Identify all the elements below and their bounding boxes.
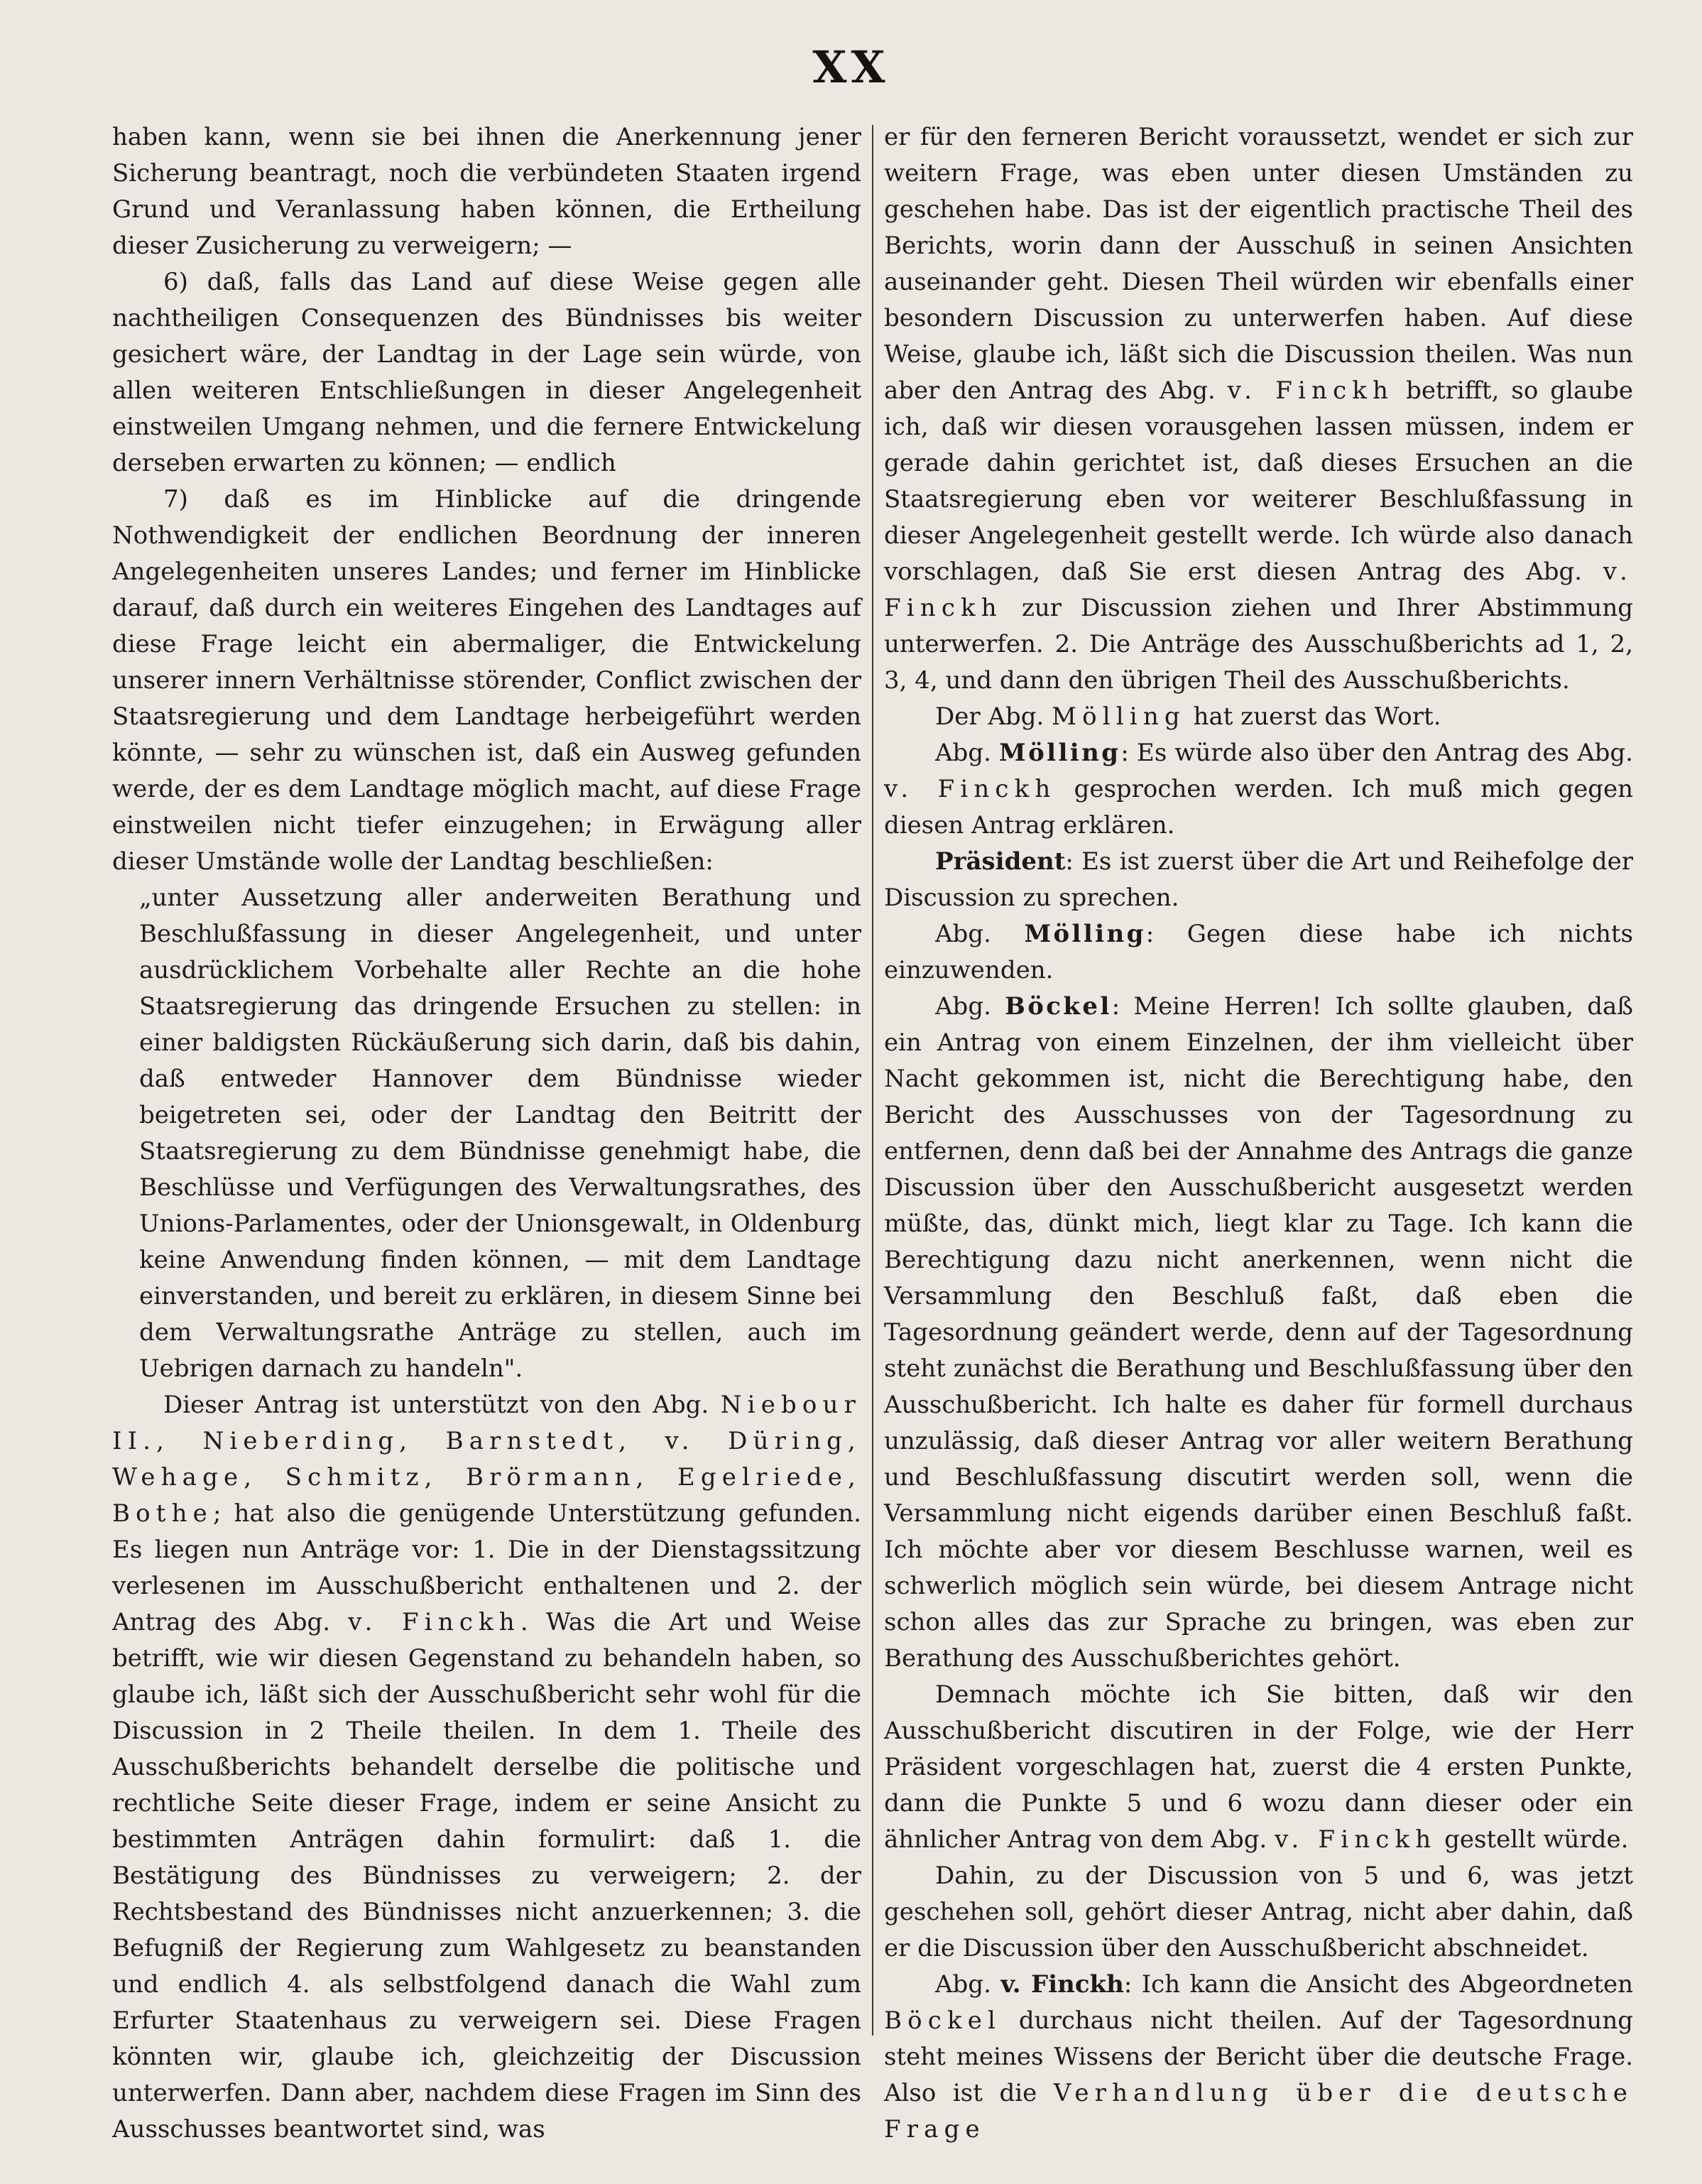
- quoted-resolution: [139, 880, 861, 1387]
- text-run: gestellt würde.: [1436, 1825, 1629, 1854]
- text-run: 6) daß, falls das Land auf diese Weise gegen alle nachtheiligen Consequenzen des Bündnisses bis weiter gesichert wäre, der Landtag in der Lage sein würde, von allen weiteren Entschließungen in dieser Angelegenheit einstweilen Umgang nehmen, und die fernere Entwickelung derseben erwarten zu können; — endlich: [112, 268, 861, 477]
- paragraph: [112, 1387, 861, 2148]
- paragraph: [112, 264, 861, 482]
- paragraph: [884, 1967, 1633, 2148]
- text-run: : Es ist zuerst über die Art und Reihefolge der Discussion zu sprechen.: [884, 847, 1633, 912]
- emphasized-name: v. Finckh: [348, 1608, 520, 1636]
- paragraph: [884, 916, 1633, 989]
- emphasized-name: v. Finckh: [1227, 376, 1395, 405]
- text-run: er für den ferneren Bericht voraussetzt, wendet er sich zur weitern Frage, was eben unter diesen Umständen zu geschehen habe. Das ist der eigentlich practische Theil des Berichts, worin dann der Ausschuß in seinen Ansichten auseinander geht. Diesen Theil würden wir ebenfalls einer besondern Discussion zu unterwerfen haben. Auf diese Weise, glaube ich, läßt sich die Discussion theilen. Was nun aber den Antrag des Abg.: [884, 123, 1633, 405]
- text-run: 7) daß es im Hinblicke auf die dringende Nothwendigkeit der endlichen Beordnung der inneren Angelegenheiten unseres Landes; und ferner im Hinblicke darauf, daß durch ein weiteres Eingehen des Landtages auf diese Frage leicht ein abermaliger, die Entwickelung unserer innern Verhältnisse störender, Conflict zwischen der Staatsregierung und dem Landtage herbeigeführt werden könnte, — sehr zu wünschen ist, daß ein Ausweg gefunden werde, der es dem Landtage möglich macht, auf diese Frage einstweilen nicht tiefer einzugehen; in Erwägung aller dieser Umstände wolle der Landtag beschließen:: [112, 485, 861, 876]
- text-run: Abg.: [935, 739, 1000, 767]
- column-divider: [872, 125, 873, 2036]
- emphasized-name: Böckel: [884, 2006, 1002, 2035]
- text-run: : Gegen diese habe ich nichts einzuwenden.: [884, 920, 1634, 984]
- paragraph: [884, 844, 1633, 916]
- text-run: Abg.: [935, 920, 1025, 948]
- text-run: Abg.: [935, 992, 1005, 1021]
- paragraph: [112, 482, 861, 880]
- speaker-name: v. Finckh: [1000, 1970, 1124, 1999]
- text-run: ; hat also die genügende Unterstützung gefunden. Es liegen nun Anträge vor: 1. Die in der Dienstagssitzung verlesenen im Ausschußbericht enthaltenen und 2. der Antrag des Abg.: [112, 1499, 861, 1636]
- emphasized-name: v. Finckh: [1275, 1825, 1437, 1854]
- right-column: [884, 119, 1634, 2144]
- text-run: : Ich kann die Ansicht des Abgeordneten: [1123, 1970, 1634, 1999]
- text-run: „unter Aussetzung aller anderweiten Berathung und Beschlußfassung in dieser Angelegenheit, und unter ausdrücklichem Vorbehalte aller Rechte an die hohe Staatsregierung das dringende Ersuchen zu stellen: in einer baldigsten Rückäußerung sich darin, daß bis dahin, daß entweder Hannover dem Bündnisse wieder beigetreten sei, oder der Landtag den Beitritt der Staatsregierung zu dem Bündnisse genehmigt habe, die Beschlüsse und Verfügungen des Verwaltungsrathes, des Unions-Parlamentes, oder der Unionsgewalt, in Oldenburg keine Anwendung finden können, — mit dem Landtage einverstanden, und bereit zu erklären, in diesem Sinne bei dem Verwaltungsrathe Anträge zu stellen, auch im Uebrigen darnach zu handeln".: [139, 884, 861, 1383]
- speaker-name: Mölling: [999, 739, 1121, 767]
- text-run: Dahin, zu der Discussion von 5 und 6, was jetzt geschehen soll, gehört dieser Antrag, nicht aber dahin, daß er die Discussion über den Ausschußbericht abschneidet.: [884, 1862, 1633, 1962]
- speaker-name: Böckel: [1005, 992, 1112, 1021]
- text-run: Demnach möchte ich Sie bitten, daß wir den Ausschußbericht discutiren in der Folge, wie der Herr Präsident vorgeschlagen hat, zuerst die 4 ersten Punkte, dann die Punkte 5 und 6 wozu dann dieser oder ein ähnlicher Antrag von dem Abg.: [884, 1680, 1633, 1854]
- paragraph: [884, 699, 1633, 735]
- left-column: [112, 119, 861, 2144]
- speaker-name: Mölling: [1024, 920, 1146, 948]
- text-run: : Meine Herren! Ich sollte glauben, daß ein Antrag von einem Einzelnen, der ihm vielleicht über Nacht gekommen ist, nicht die Berechtigung habe, den Bericht des Ausschusses von der Tagesordnung zu entfernen, denn daß bei der Annahme des Antrags die ganze Discussion über den Ausschußbericht ausgesetzt werden müßte, das, dünkt mich, liegt klar zu Tage. Ich kann die Berechtigung dazu nicht anerkennen, wenn nicht die Versammlung den Beschluß faßt, daß eben die Tagesordnung geändert werde, denn auf der Tagesordnung steht zunächst die Berathung und Beschlußfassung über den Ausschußbericht. Ich halte es daher für formell durchaus unzulässig, daß dieser Antrag vor aller weitern Berathung und Beschlußfassung discutirt werden soll, wenn die Versammlung nicht eigends darüber einen Beschluß faßt. Ich möchte aber vor diesem Beschlusse warnen, weil es schwerlich möglich sein würde, bei diesem Antrage nicht schon alles das zur Sprache zu bringen, was eben zur Berathung des Ausschußberichtes gehört.: [884, 992, 1633, 1673]
- paragraph: [884, 989, 1633, 1677]
- paragraph: [884, 735, 1633, 844]
- emphasized-name: v. Finckh: [884, 775, 1057, 803]
- text-run: hat zuerst das Wort.: [1185, 702, 1441, 731]
- text-run: zur Discussion ziehen und Ihrer Abstimmung unterwerfen. 2. Die Anträge des Ausschußberichts ad 1, 2, 3, 4, und dann den übrigen Theil des Ausschußberichts.: [884, 594, 1633, 695]
- text-run: : Es würde also über den Antrag des Abg.: [1120, 739, 1633, 767]
- text-run: . Was die Art und Weise betrifft, wie wir diesen Gegenstand zu behandeln haben, so glaube ich, läßt sich der Ausschußbericht sehr wohl für die Discussion in 2 Theile theilen. In dem 1. Theile des Ausschußberichts behandelt derselbe die politische und rechtliche Seite dieser Frage, indem er seine Ansicht zu bestimmten Anträgen dahin formulirt: daß 1. die Bestätigung des Bündnisses zu verweigern; 2. der Rechtsbestand des Bündnisses nicht anzuerkennen; 3. die Befugniß der Regierung zum Wahlgesetz zu beanstanden und endlich 4. als selbstfolgend danach die Wahl zum Erfurter Staatenhaus zu verweigern sei. Diese Fragen könnten wir, glaube ich, gleichzeitig der Discussion unterwerfen. Dann aber, nachdem diese Fragen im Sinn des Ausschusses beantwortet sind, was: [112, 1608, 861, 2144]
- paragraph: [884, 1858, 1633, 1967]
- text-run: Der Abg.: [935, 702, 1052, 731]
- paragraph: [884, 1677, 1633, 1858]
- emphasized-name: Mölling: [1052, 702, 1186, 731]
- text-run: gesprochen werden. Ich muß mich gegen diesen Antrag erklären.: [884, 775, 1633, 840]
- paragraph: [884, 119, 1633, 699]
- text-run: Abg.: [935, 1970, 1001, 1999]
- emphasized-name: Verhandlung über die deutsche Frage: [884, 2079, 1633, 2144]
- text-run: betrifft, so glaube ich, daß wir diesen vorausgehen lassen müssen, indem er gerade dahin gerichtet ist, daß dieses Ersuchen an die Staatsregierung eben vor weiterer Beschlußfassung in dieser Angelegenheit gestellt werde. Ich würde also danach vorschlagen, daß Sie erst diesen Antrag des Abg.: [884, 376, 1633, 586]
- text-run: Dieser Antrag ist unterstützt von den Abg.: [163, 1391, 721, 1419]
- paragraph: [112, 119, 861, 264]
- text-run: haben kann, wenn sie bei ihnen die Anerkennung jener Sicherung beantragt, noch die verbündeten Staaten irgend Grund und Veranlassung haben können, die Ertheilung dieser Zusicherung zu verweigern; —: [112, 123, 861, 260]
- page-number: XX: [812, 41, 890, 93]
- speaker-name: Präsident: [935, 847, 1066, 876]
- emphasized-name: v. Finckh: [884, 558, 1633, 622]
- emphasized-name: Niebour II., Nieberding, Barnstedt, v. Düring, Wehage, Schmitz, Brörmann, Egelriede, Bothe: [112, 1391, 861, 1528]
- text-run: durchaus nicht theilen. Auf der Tagesordnung steht meines Wissens der Bericht über die deutsche Frage. Also ist die: [884, 2006, 1633, 2107]
